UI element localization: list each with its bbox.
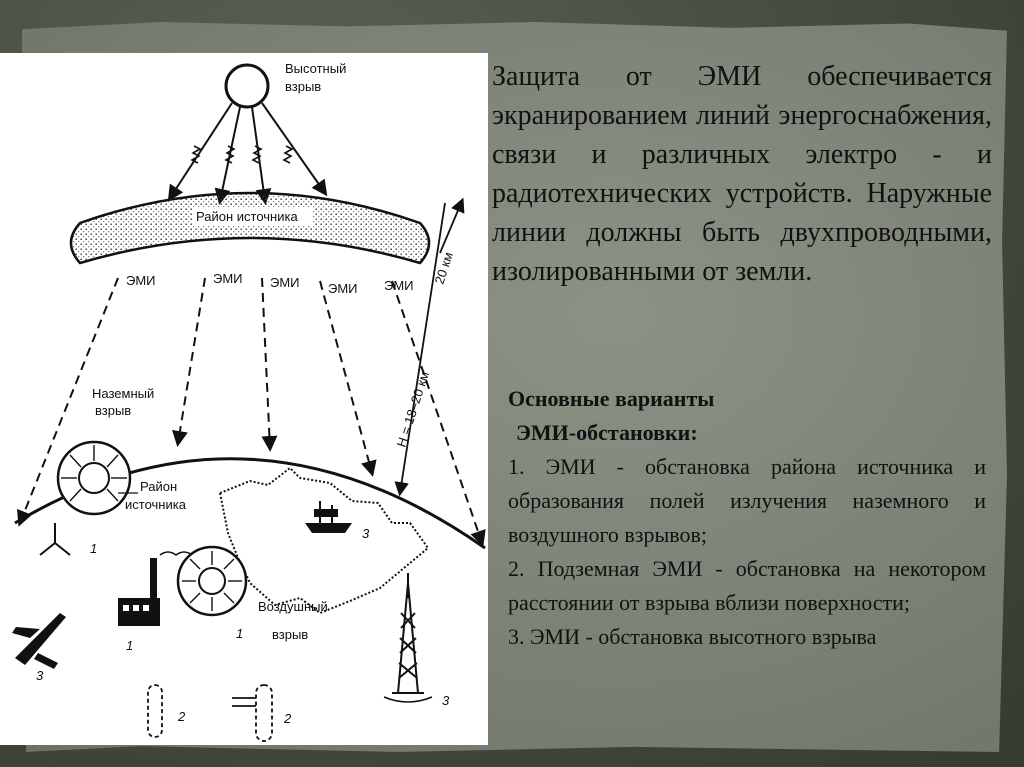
high-burst-label-line1: Высотный — [285, 61, 347, 76]
variant-item-2: 2. Подземная ЭМИ - обстановка на некотором расстоянии от взрыва вблизи поверхности; — [508, 556, 986, 615]
variants-title: Основные варианты — [508, 386, 715, 411]
emi-label: ЭМИ — [328, 281, 358, 296]
marker-3-sea: 3 — [362, 526, 370, 541]
buried-cable-left — [148, 685, 162, 737]
radio-tower-icon — [384, 573, 432, 702]
variants-block — [508, 382, 986, 654]
airplane-icon — [12, 613, 66, 669]
emi-label: ЭМИ — [384, 278, 414, 293]
marker-2-right: 2 — [284, 711, 292, 726]
marker-3-tower: 3 — [442, 693, 450, 708]
marker-1-antenna: 1 — [90, 541, 98, 556]
source-region-top-label: Район источника — [196, 209, 298, 224]
source-region-mid-line1: Район — [140, 479, 178, 494]
source-region-band — [71, 193, 429, 263]
emi-label: ЭМИ — [126, 273, 156, 288]
ground-burst-label-line2: взрыв — [95, 403, 132, 418]
air-burst — [178, 547, 246, 615]
emi-label: ЭМИ — [270, 275, 300, 290]
variant-item-3: 3. ЭМИ - обстановка высотного взрыва — [508, 624, 877, 649]
intro-paragraph: Защита от ЭМИ обеспечивается экранированием линий энергоснабжения, связи и различных электро - и радиотехнических устройств. Наружные линии должны быть двухпроводными, изолированными от земли. — [492, 61, 992, 287]
land-mass — [220, 468, 428, 613]
ground-burst — [58, 442, 130, 514]
buried-cable-right — [232, 685, 272, 741]
emi-label: ЭМИ — [213, 271, 243, 286]
height-range-label: H = 18–20 км — [393, 369, 433, 449]
variants-subtitle: ЭМИ-обстановки: — [516, 420, 698, 445]
marker-1-factory: 1 — [126, 638, 134, 653]
high-burst-circle — [226, 65, 268, 107]
distance-20km-label: 20 км — [431, 250, 456, 286]
ground-burst-label-line1: Наземный — [92, 386, 155, 401]
variant-item-1: 1. ЭМИ - обстановка района источника и образования полей излучения наземного и воздушного взрывов; — [508, 454, 986, 547]
marker-3-airplane: 3 — [36, 668, 44, 683]
air-burst-label-line2: взрыв — [272, 627, 309, 642]
emp-diagram — [0, 53, 488, 745]
antenna-icon — [40, 523, 70, 555]
high-burst-label-line2: взрыв — [285, 79, 322, 94]
emp-diagram-svg — [0, 53, 488, 745]
source-region-mid-line2: источника — [125, 497, 186, 512]
gamma-rays — [170, 103, 325, 201]
marker-2-left: 2 — [178, 709, 186, 724]
marker-1-air: 1 — [236, 626, 244, 641]
air-burst-label-line1: Воздушный — [258, 599, 328, 614]
